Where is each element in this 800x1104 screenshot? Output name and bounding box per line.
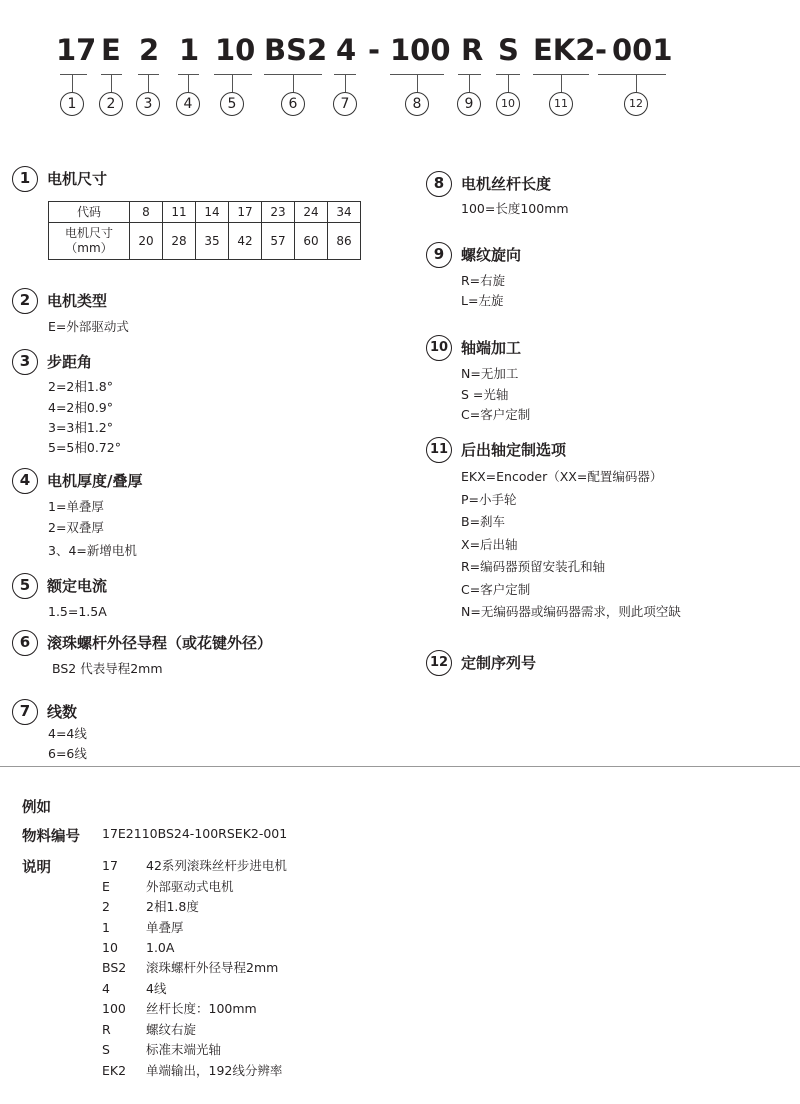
code-marker: 9	[457, 92, 481, 116]
code-marker: 7	[333, 92, 357, 116]
explain-value: 4线	[146, 981, 167, 996]
code-seg-option: EK2	[533, 33, 596, 67]
table-cell: 57	[262, 223, 295, 260]
explain-value: 1.0A	[146, 940, 175, 955]
code-marker: 12	[624, 92, 648, 116]
material-value: 17E2110BS24-100RSEK2-001	[102, 826, 288, 841]
table-cell: 42	[229, 223, 262, 260]
list-item: 4=4线	[48, 726, 87, 741]
code-stem	[232, 74, 233, 92]
code-marker: 3	[136, 92, 160, 116]
explain-key: S	[102, 1042, 110, 1057]
table-cell: 60	[295, 223, 328, 260]
code-seg-wires: 4	[336, 33, 357, 67]
list-item: S =光轴	[461, 387, 509, 402]
table-cell: 28	[163, 223, 196, 260]
code-stem	[345, 74, 346, 92]
code-seg-serial: 001	[612, 33, 673, 67]
explain-key: E	[102, 879, 110, 894]
code-marker: 5	[220, 92, 244, 116]
section-number: 7	[12, 699, 38, 725]
table-cell: 35	[196, 223, 229, 260]
section-number: 5	[12, 573, 38, 599]
section-title: 额定电流	[47, 577, 108, 595]
code-stem	[636, 74, 637, 92]
explain-value: 丝杆长度：100mm	[146, 1001, 257, 1016]
section-number: 1	[12, 166, 38, 192]
list-item: 1=单叠厚	[48, 499, 104, 514]
code-stem	[188, 74, 189, 92]
code-underline	[60, 74, 87, 75]
section-title: 滚珠螺杆外径导程（或花键外径）	[47, 634, 273, 652]
table-cell: 86	[328, 223, 361, 260]
code-seg-current: 10	[215, 33, 256, 67]
code-marker: 4	[176, 92, 200, 116]
explain-value: 2相1.8度	[146, 899, 199, 914]
list-item: C=客户定制	[461, 582, 531, 597]
code-seg-shaft: S	[498, 33, 519, 67]
list-item: R=编码器预留安装孔和轴	[461, 559, 606, 574]
table-header	[49, 223, 130, 260]
code-marker: 8	[405, 92, 429, 116]
list-item: L=左旋	[461, 293, 504, 308]
table-cell: 11	[163, 202, 196, 223]
list-item: EKX=Encoder（XX=配置编码器）	[461, 469, 663, 484]
example-heading: 例如	[22, 800, 51, 816]
explain-key: 100	[102, 1001, 126, 1016]
section-number: 6	[12, 630, 38, 656]
explain-key: EK2	[102, 1063, 127, 1078]
explain-key: 1	[102, 920, 110, 935]
explain-key: 10	[102, 940, 118, 955]
section-number: 10	[426, 335, 452, 361]
code-underline	[214, 74, 252, 75]
code-stem	[111, 74, 112, 92]
list-item: 5=5相0.72°	[48, 440, 121, 455]
list-item: 6=6线	[48, 746, 87, 761]
list-item: 1.5=1.5A	[48, 604, 107, 619]
list-item: 2=双叠厚	[48, 520, 104, 535]
section-number: 12	[426, 650, 452, 676]
list-item: C=客户定制	[461, 407, 531, 422]
explain-label: 说明	[22, 860, 51, 876]
list-item: N=无编码器或编码器需求，则此项空缺	[461, 604, 681, 619]
code-seg-size: 17	[56, 33, 97, 67]
code-stem	[417, 74, 418, 92]
code-stem	[293, 74, 294, 92]
explain-key: 17	[102, 858, 118, 873]
code-seg-dash: -	[595, 33, 608, 67]
explain-key: 2	[102, 899, 110, 914]
section-number: 2	[12, 288, 38, 314]
code-stem	[72, 74, 73, 92]
list-item: B=刹车	[461, 514, 506, 529]
code-marker: 6	[281, 92, 305, 116]
explain-key: BS2	[102, 960, 127, 975]
code-seg-thread: R	[461, 33, 484, 67]
explain-value: 外部驱动式电机	[146, 879, 234, 894]
table-cell: 23	[262, 202, 295, 223]
code-stem	[148, 74, 149, 92]
list-item: X=后出轴	[461, 537, 518, 552]
section-title: 轴端加工	[461, 339, 522, 357]
code-seg-type: E	[101, 33, 121, 67]
code-seg-length: 100	[390, 33, 451, 67]
code-seg-screw: BS2	[264, 33, 328, 67]
table-cell: 17	[229, 202, 262, 223]
table-header: 代码	[49, 202, 130, 223]
list-item: E=外部驱动式	[48, 319, 129, 334]
explain-value: 标准末端光轴	[146, 1042, 222, 1057]
section-number: 4	[12, 468, 38, 494]
code-stem	[561, 74, 562, 92]
code-seg-dash: -	[368, 33, 381, 67]
section-title: 电机尺寸	[47, 170, 108, 188]
code-seg-step: 2	[139, 33, 160, 67]
section-title: 电机类型	[47, 292, 108, 310]
explain-value: 单叠厚	[146, 920, 184, 935]
code-stem	[508, 74, 509, 92]
table-cell: 24	[295, 202, 328, 223]
list-item: 2=2相1.8°	[48, 379, 114, 394]
section-title: 螺纹旋向	[461, 246, 522, 264]
table-header-line: （mm）	[65, 241, 113, 255]
list-item: 3、4=新增电机	[48, 543, 137, 558]
explain-value: 滚珠螺杆外径导程2mm	[146, 960, 279, 975]
section-title: 线数	[47, 703, 78, 721]
explain-value: 42系列滚珠丝杆步进电机	[146, 858, 287, 873]
section-number: 8	[426, 171, 452, 197]
explain-value: 单端输出，192线分辨率	[146, 1063, 283, 1078]
list-item: 100=长度100mm	[461, 201, 569, 216]
code-marker: 10	[496, 92, 520, 116]
table-cell: 8	[130, 202, 163, 223]
section-title: 电机丝杆长度	[461, 175, 552, 193]
table-cell: 20	[130, 223, 163, 260]
divider	[0, 766, 800, 767]
section-title: 后出轴定制选项	[461, 441, 567, 459]
list-item: P=小手轮	[461, 492, 517, 507]
section-number: 9	[426, 242, 452, 268]
code-marker: 2	[99, 92, 123, 116]
table-cell: 34	[328, 202, 361, 223]
list-item: R=右旋	[461, 273, 506, 288]
section-number: 3	[12, 349, 38, 375]
section-title: 步距角	[47, 353, 93, 371]
list-item: BS2 代表导程2mm	[52, 661, 163, 676]
list-item: 4=2相0.9°	[48, 400, 114, 415]
code-stem	[469, 74, 470, 92]
material-label: 物料编号	[22, 829, 80, 845]
explain-key: R	[102, 1022, 111, 1037]
motor-size-table	[48, 201, 361, 260]
explain-value: 螺纹右旋	[146, 1022, 197, 1037]
code-marker: 11	[549, 92, 573, 116]
code-underline	[598, 74, 666, 75]
table-cell: 14	[196, 202, 229, 223]
section-number: 11	[426, 437, 452, 463]
explain-key: 4	[102, 981, 110, 996]
list-item: 3=3相1.2°	[48, 420, 114, 435]
code-seg-stack: 1	[179, 33, 200, 67]
section-title: 定制序列号	[461, 654, 537, 672]
list-item: N=无加工	[461, 366, 519, 381]
code-marker: 1	[60, 92, 84, 116]
table-header-line: 电机尺寸	[64, 226, 113, 240]
section-title: 电机厚度/叠厚	[47, 472, 143, 490]
